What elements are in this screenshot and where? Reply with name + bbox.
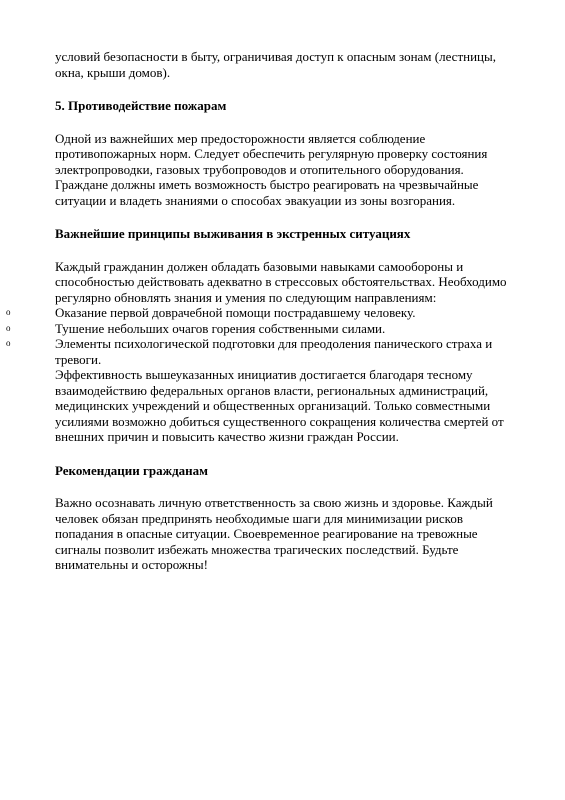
intro-fragment: условий безопасности в быту, ограничивая доступ к опасным зонам (лестницы, окна, крыши домов). <box>55 49 496 80</box>
list-item <box>6 336 515 367</box>
recommendations-heading: Рекомендации гражданам <box>55 462 209 478</box>
principles-list <box>6 305 515 367</box>
recommendations-text: Важно осознавать личную ответственность за свою жизнь и здоровье. Каждый человек обязан предпринять необходимые шаги для минимизации рисков попадания в опасные ситуации. Своевременное реагирование на тревожные сигналы позволит избежать множества трагических последствий. Будьте внимательны и осторожны! <box>55 495 493 572</box>
list-item <box>6 305 515 321</box>
list-item-text: Оказание первой доврачебной помощи пострадавшему человеку. <box>55 305 416 320</box>
section5-heading: 5. Противодействие пожарам <box>55 98 227 113</box>
list-item <box>6 320 515 337</box>
document-body <box>6 49 515 591</box>
bullet-circle-icon: o <box>6 338 11 348</box>
principles-heading: Важнейшие принципы выживания в экстренных ситуациях <box>55 226 411 241</box>
list-item-text: Элементы психологической подготовки для преодоления панического страха и тревоги. <box>55 336 493 367</box>
bullet-circle-icon: o <box>6 322 11 333</box>
section5-text: Одной из важнейших мер предосторожности является соблюдение противопожарных норм. Следует обеспечить регулярную проверку состояния электропроводки, газовых трубопроводов и отопительного оборудования. Граждане должны иметь возможность быстро реагировать на чрезвычайные ситуации и владеть знаниями о способах эвакуации из зоны возгорания. <box>55 130 488 208</box>
bullet-circle-icon: o <box>6 307 11 317</box>
principles-intro: Каждый гражданин должен обладать базовыми навыками самообороны и способностью действовать адекватно в стрессовых обстоятельствах. Необходимо регулярно обновлять знания и умения по следующим направлениям: <box>55 258 507 305</box>
principles-conclusion: Эффективность вышеуказанных инициатив достигается благодаря тесному взаимодействию федеральных органов власти, региональных администраций, медицинских учреждений и общественных организаций. Только совместными усилиями возможно добиться существенного сокращения количества смертей от внешних причин и повысить качество жизни граждан России. <box>55 367 504 444</box>
list-item-text: Тушение небольших очагов горения собственными силами. <box>55 320 386 336</box>
